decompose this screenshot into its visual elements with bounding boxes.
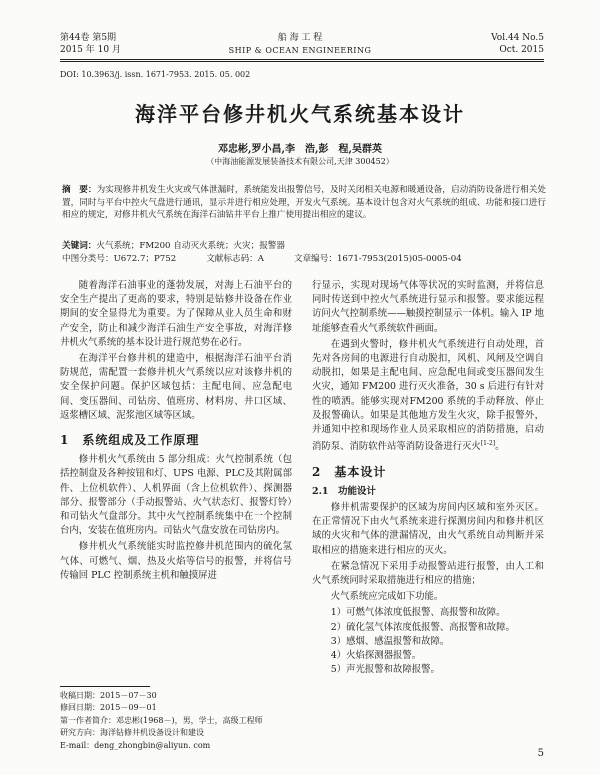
- doi: DOI: 10.3963/j. issn. 1671-7953. 2015. 05. 002: [60, 70, 251, 79]
- footnote-email: E-mail：deng_zhongbin@aliyun. com: [60, 740, 211, 750]
- footnote-received: 收稿日期：2015－07－30: [60, 691, 157, 700]
- footnote: [60, 690, 292, 752]
- footnote-research: 研究方向：海洋钻修井机设备设计和建设: [60, 728, 204, 738]
- auto-process-end: 。: [495, 441, 505, 453]
- function-paragraph-3: 火气系统应完成如下功能。: [330, 591, 444, 603]
- list-item: 2）硫化氢气体浓度低报警、高报警和故障。: [330, 621, 515, 633]
- left-column: [60, 279, 292, 585]
- footnote-first-author: 第一作者简介：邓忠彬(1968－)，男，学士，高级工程师: [60, 715, 263, 725]
- function-paragraph-1: 修井机需要保护的区域为房间内区域和室外灭区。在正常情况下由火气系统来进行探测房间内和修井机区域的火灾和气体的泄漏情况，由火气系统自动判断并采取相应的措施来进行相应的灭火。: [312, 501, 544, 556]
- authors: 邓忠彬,罗小昌,李 浩,彭 程,吴群英: [218, 144, 382, 155]
- auto-process-paragraph: [312, 338, 544, 455]
- intro-paragraph-2: 在海洋平台修井机的建造中，根据海洋石油平台消防规范，需配置一套修井机火气系统以应对该修井机的安全保护问题。保护区域包括：主配电间、应急配电间、变压器间、司钻房、值班房、材料房、井口区域、返浆槽区域、泥浆池区域等区域。: [60, 353, 292, 421]
- header-date-en: Oct. 2015: [499, 45, 544, 55]
- paper-title: 海洋平台修井机火气系统基本设计: [135, 102, 465, 126]
- header-date-cn: 2015 年 10 月: [60, 45, 121, 55]
- section-2-1-heading: 2.1 功能设计: [312, 485, 377, 497]
- intro-paragraph-1: 随着海洋石油事业的蓬勃发展，对海上石油平台的安全生产提出了更高的要求，特别是钻修井设备在作业期间的安全显得尤为重要。为了保障从业人员生命和财产安全，防止和减少海洋石油生产安全事故，对海洋修井机火气系统的基本设计进行规范势在必行。: [60, 280, 292, 348]
- keywords-label: 关键词：: [62, 241, 97, 251]
- header-volume-en: Vol.44 No.5: [491, 33, 544, 43]
- abstract-label: 摘 要：: [62, 185, 97, 195]
- abstract-text: 为实现修井机发生火灾或气体泄漏时，系统能发出报警信号，及时关闭相关电源和暖通设备，启动消防设备进行相关处置，同时与平台中控火气盘进行通讯，显示并进行相应处理，开发火气系统。基本设计包含对火气系统的组成、功能和接口进行相应的规定，对修井机火气系统在海洋石油钻井平台上推广使用提出相应的建议。: [62, 185, 546, 221]
- function-list: [312, 606, 544, 677]
- header-journal-en: SHIP & OCEAN ENGINEERING: [228, 46, 372, 55]
- section-1-paragraph-2: 修井机火气系统能实时监控修井机范围内的硫化氢气体、可燃气、烟、热及火焰等信号的报警，并将信号传输回 PLC 控制系统主机和触摸屏进: [60, 541, 292, 581]
- footnote-rule: [60, 686, 150, 687]
- header-rule-thin: [60, 61, 544, 62]
- list-item: 1）可燃气体浓度低报警、高报警和故障。: [330, 607, 506, 619]
- header-volume-cn: 第44卷 第5期: [60, 33, 117, 43]
- header-rule: [60, 59, 544, 60]
- clc-number: 中图分类号：U672.7；P752: [62, 254, 177, 264]
- right-column: [312, 279, 544, 677]
- keywords: [62, 240, 546, 252]
- section-1-heading: 1 系统组成及工作原理: [60, 433, 200, 448]
- list-item: 4）火焰探测器报警。: [330, 650, 422, 661]
- list-item: 5）声光报警和故障报警。: [330, 664, 440, 676]
- footnote-revised: 修回日期：2015－09－01: [60, 703, 157, 713]
- section-2-heading: 2 基本设计: [312, 464, 387, 479]
- continued-paragraph: 行显示，实现对现场气体等状况的实时监测，并将信息同时传送到中控火气系统进行显示和报警。要求能远程访问火气控制系统——触摸控制显示一体机。输入 IP 地址能够查看火气系统软件画面。: [312, 280, 544, 334]
- document-code: 文献标志码：A: [206, 254, 264, 264]
- section-1-paragraph-1: 修井机火气系统由 5 部分组成：火气控制系统（包括控制盘及各种按钮和灯、UPS 电源、PLC及其附属部件、上位机软件）、人机界面（含上位机软件）、探测器部分、报警部分（手动报警站、火气状态灯、报警灯铃）和司钻火气盘部分。其中火气控制系统集中在一个控制台内，安装在值班房内。司钻火气盘安放在司钻房内。: [60, 454, 292, 537]
- list-item: 3）感烟、感温报警和故障。: [330, 635, 450, 647]
- abstract: [62, 184, 546, 222]
- keywords-text: 火气系统；FM200 自动灭火系统；火灾；报警器: [96, 241, 285, 251]
- header-journal-cn: 船 海 工 程: [277, 33, 323, 43]
- affiliation: （中海油能源发展装备技术有限公司,天津 300452）: [206, 157, 394, 166]
- page-number: 5: [537, 748, 544, 759]
- citation-1-2[interactable]: [1-2]: [480, 440, 496, 448]
- function-paragraph-2: 在紧急情况下采用手动报警站进行报警，由人工和火气系统同时采取措施进行相应的措施；: [312, 560, 544, 586]
- auto-process-text: 在遇到火警时，修井机火气系统进行自动处理，首先对各房间的电源进行自动脱扣，风机、风闸及空调自动脱扣，如果是主配电间、应急配电间或变压器间发生火灾，通知 FM200 进行灭火准备，30 s 后进行有针对性的喷洒。能够实现对FM200 系统的手动释放、停止及报警确认。如果是其他地方发生火灾，除手报警外，并通知中控和现场作业人员采取相应的消防措施，启动消防泵、消防软件站等消防设备进行灭火: [312, 338, 544, 453]
- classification: [62, 253, 546, 265]
- article-number: 文章编号：1671-7953(2015)05-0005-04: [293, 254, 462, 264]
